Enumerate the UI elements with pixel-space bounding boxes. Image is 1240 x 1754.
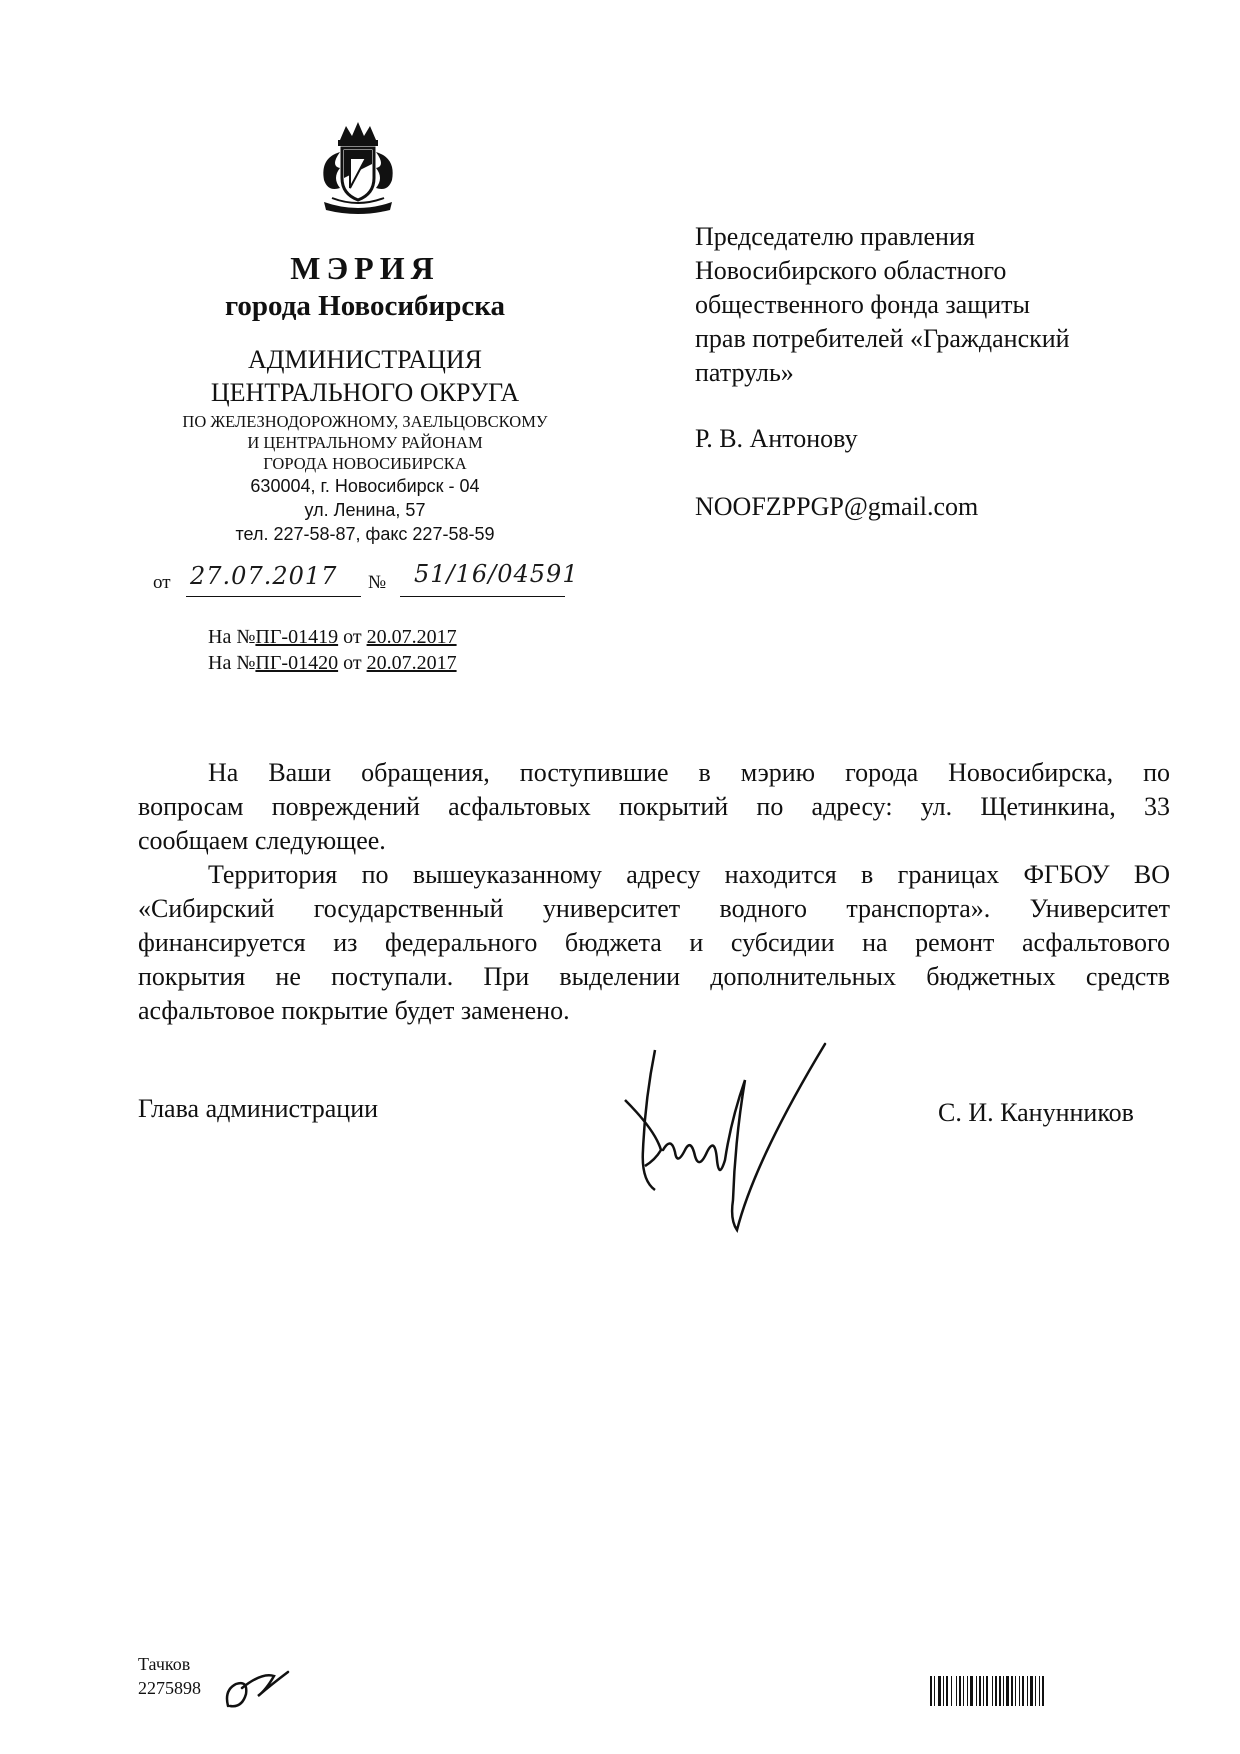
paragraph-1-line-1: На Ваши обращения, поступившие в мэрию города Новосибирска, по (208, 758, 1170, 787)
paragraph-2-line-2: «Сибирский государственный университет водного транспорта». Университет (138, 894, 1170, 923)
registration-date: 27.07.2017 (190, 562, 338, 590)
addressee-name: Р. В. Антонову (695, 424, 858, 453)
signatory-position: Глава администрации (138, 1094, 379, 1123)
districts-line-1: ПО ЖЕЛЕЗНОДОРОЖНОМУ, ЗАЕЛЬЦОВСКОМУ (182, 412, 548, 431)
reference-date: 20.07.2017 (366, 626, 457, 648)
districts-line-3: ГОРОДА НОВОСИБИРСКА (263, 454, 467, 473)
administration-line-1: АДМИНИСТРАЦИЯ (248, 345, 482, 374)
reference-number: ПГ-01420 (255, 652, 339, 674)
reference-prefix: На (208, 652, 232, 674)
reference-from: от (343, 652, 362, 674)
signatory-name: С. И. Канунников (938, 1098, 1134, 1127)
executor-phone: 2275898 (138, 1678, 201, 1698)
handwritten-signature-icon (615, 1040, 835, 1240)
addressee-email: NOOFZPPGP@gmail.com (695, 492, 979, 521)
postal-address: 630004, г. Новосибирск - 04 (250, 476, 480, 496)
addressee-line-4: прав потребителей «Гражданский (695, 324, 1070, 353)
reference-no-sign: № (236, 652, 256, 674)
reference-date: 20.07.2017 (366, 652, 457, 674)
reference-from: от (343, 626, 362, 648)
date-underline (186, 596, 361, 597)
reference-prefix: На (208, 626, 232, 648)
addressee-line-2: Новосибирского областного (695, 256, 1007, 285)
initials-mark-icon (222, 1666, 294, 1712)
paragraph-2-line-1: Территория по вышеуказанному адресу находится в границах ФГБОУ ВО (208, 860, 1170, 889)
street-address: ул. Ленина, 57 (304, 500, 426, 520)
paragraph-2-line-3: финансируется из федерального бюджета и субсидии на ремонт асфальтового (138, 928, 1170, 957)
date-prefix: от (153, 572, 171, 593)
addressee-line-5: патруль» (695, 358, 794, 387)
registration-number: 51/16/04591 (414, 560, 579, 588)
paragraph-2-line-5: асфальтовое покрытие будет заменено. (138, 996, 570, 1025)
administration-line-2: ЦЕНТРАЛЬНОГО ОКРУГА (210, 378, 520, 407)
reference-line (208, 652, 457, 675)
number-underline (400, 596, 565, 597)
addressee-line-1: Председателю правления (695, 222, 975, 251)
paragraph-1-line-2: вопросам повреждений асфальтовых покрытий по адресу: ул. Щетинкина, 33 (138, 792, 1170, 821)
phone-fax: тел. 227-58-87, факс 227-58-59 (235, 524, 495, 544)
barcode-icon (928, 1676, 1110, 1716)
reference-number: ПГ-01419 (255, 626, 339, 648)
number-prefix: № (368, 572, 387, 593)
paragraph-1-line-3: сообщаем следующее. (138, 826, 386, 855)
executor-name: Тачков (138, 1654, 191, 1674)
addressee-line-3: общественного фонда защиты (695, 290, 1030, 319)
paragraph-2-line-4: покрытия не поступали. При выделении дополнительных бюджетных средств (138, 962, 1170, 991)
city-coat-of-arms-icon (310, 118, 406, 218)
organization-title: МЭРИЯ (290, 250, 440, 286)
organization-city: города Новосибирска (224, 290, 506, 322)
reference-line (208, 626, 457, 649)
districts-line-2: И ЦЕНТРАЛЬНОМУ РАЙОНАМ (247, 433, 483, 452)
reference-no-sign: № (236, 626, 256, 648)
